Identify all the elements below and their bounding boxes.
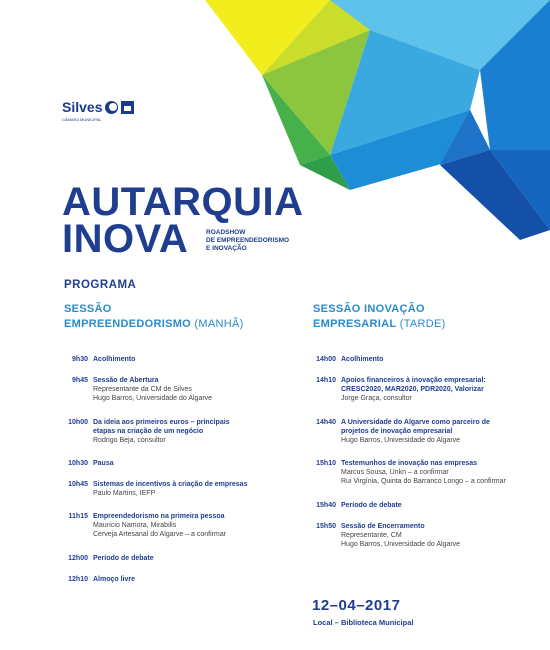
- schedule-time: 9h30: [72, 356, 88, 363]
- schedule-speaker: Representante da CM de Silves: [93, 386, 192, 393]
- location-label: Local –: [313, 618, 339, 627]
- schedule-heading: Da ideia aos primeiros euros – principais: [93, 419, 230, 426]
- schedule-time: 12h10: [68, 576, 88, 583]
- morning-title: [64, 302, 244, 332]
- schedule-heading: projetos de inovação empresarial: [341, 428, 453, 435]
- schedule-time: 10h30: [68, 460, 88, 467]
- schedule-heading: CRESC2020, MAR2020, PDR2020, Valorizar: [341, 386, 484, 393]
- morning-title-line1: SESSÃO: [64, 303, 112, 315]
- schedule-heading: Sistemas de incentivos à criação de empresas: [93, 481, 248, 488]
- morning-session: [64, 302, 244, 332]
- schedule-heading: Testemunhos de inovação nas empresas: [341, 460, 478, 467]
- schedule-time: 15h40: [316, 502, 336, 509]
- schedule-time: 11h15: [68, 513, 88, 520]
- afternoon-session: [313, 302, 446, 332]
- schedule-time: 12h00: [68, 555, 88, 562]
- schedule-heading: Período de debate: [341, 502, 402, 509]
- logo-sub: CÂMARA MUNICIPAL: [62, 117, 102, 122]
- schedule-heading: Almoço livre: [93, 576, 136, 583]
- schedule-time: 10h45: [68, 481, 88, 488]
- schedule-speaker: Hugo Barros, Universidade do Algarve: [341, 437, 461, 444]
- location-value: Biblioteca Municipal: [340, 618, 414, 627]
- schedule-speaker: Hugo Barros, Universidade do Algarve: [93, 395, 213, 402]
- moon-icon: [105, 101, 118, 114]
- schedule-speaker: Marcus Sousa, Unkn – a confirmar: [341, 469, 449, 476]
- schedule-heading: Acolhimento: [341, 356, 384, 363]
- schedule-heading: Pausa: [93, 460, 114, 467]
- afternoon-title-bold: EMPRESARIAL: [313, 318, 397, 330]
- title-line1: AUTARQUIA: [62, 180, 304, 224]
- schedule-desc: [93, 418, 230, 445]
- afternoon-title-line1: SESSÃO INOVAÇÃO: [313, 303, 425, 315]
- schedule-heading: Apoios financeiros à inovação empresarial:: [341, 377, 486, 384]
- schedule-speaker: Rui Virgínia, Quinta do Barranco Longo – a confirmar: [341, 478, 506, 485]
- schedule-desc: [93, 480, 247, 498]
- silves-logo: [62, 99, 134, 122]
- schedule-heading: etapas na criação de um negócio: [93, 428, 204, 435]
- subtitle-line: ROADSHOW: [206, 229, 246, 236]
- schedule-heading: Período de debate: [93, 555, 154, 562]
- schedule-desc: [93, 554, 154, 563]
- event-location: [313, 618, 413, 627]
- schedule-desc: [341, 355, 383, 364]
- schedule-time: 14h00: [316, 356, 336, 363]
- schedule-heading: Empreendedorismo na primeira pessoa: [93, 513, 225, 520]
- schedule-desc: [93, 575, 135, 584]
- castle-icon: [121, 101, 134, 114]
- logo-name: Silves: [62, 99, 103, 115]
- morning-title-bold: EMPREENDEDORISMO: [64, 318, 192, 330]
- afternoon-title-light: (TARDE): [396, 318, 446, 330]
- schedule-heading: Sessão de Abertura: [93, 377, 159, 384]
- schedule-speaker: Maurício Namora, Mirabilis: [93, 522, 177, 529]
- schedule-time: 15h50: [316, 523, 336, 530]
- schedule-speaker: Paulo Martins, IEFP: [93, 490, 156, 497]
- schedule-speaker: Representante, CM: [341, 532, 402, 539]
- schedule-speaker: Hugo Barros, Universidade do Algarve: [341, 541, 461, 548]
- subtitle-line: E INOVAÇÃO: [206, 245, 247, 252]
- morning-title-light: (MANHÃ): [191, 318, 244, 330]
- schedule-heading: Acolhimento: [93, 356, 136, 363]
- title-line2: INOVA: [62, 217, 189, 261]
- schedule-desc: [93, 376, 212, 403]
- schedule-time: 15h10: [316, 460, 336, 467]
- schedule-desc: [341, 501, 402, 510]
- subtitle: [206, 229, 326, 253]
- afternoon-title: [313, 302, 446, 332]
- schedule-desc: [341, 376, 486, 403]
- event-date: 12–04–2017: [312, 597, 401, 614]
- subtitle-line: DE EMPREENDEDORISMO: [206, 237, 290, 244]
- schedule-desc: [93, 459, 114, 468]
- schedule-heading: Sessão de Encerramento: [341, 523, 425, 530]
- schedule-speaker: Cerveja Artesanal do Algarve – a confirmar: [93, 531, 227, 538]
- schedule-time: 10h00: [68, 419, 88, 426]
- schedule-heading: A Universidade do Algarve como parceiro de: [341, 419, 490, 426]
- schedule-desc: [93, 355, 135, 364]
- schedule-desc: [341, 418, 490, 445]
- schedule-time: 14h40: [316, 419, 336, 426]
- schedule-desc: [341, 522, 460, 549]
- schedule-desc: [341, 459, 506, 486]
- schedule-time: 14h10: [316, 377, 336, 384]
- schedule-time: 9h45: [72, 377, 88, 384]
- programa-heading: PROGRAMA: [64, 279, 137, 291]
- schedule-desc: [93, 512, 226, 539]
- schedule-speaker: Rodrigo Beja, consultor: [93, 437, 166, 444]
- schedule-speaker: Jorge Graça, consultor: [341, 395, 412, 402]
